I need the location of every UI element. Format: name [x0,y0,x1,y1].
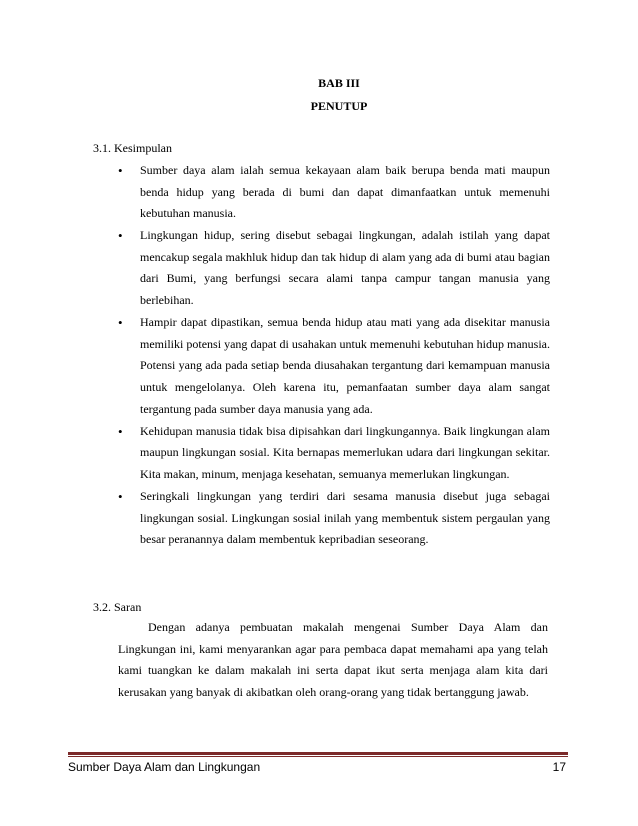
chapter-title-text: PENUTUP [310,99,368,113]
chapter-title [0,99,638,114]
suggestion-paragraph: Dengan adanya pembuatan makalah mengenai Sumber Daya Alam dan Lingkungan ini, kami menyarankan agar para pembaca dapat memahami apa yang telah kami tuangkan ke dalam makalah ini serta dapat ikut serta menjaga alam kita dari kerusakan yang banyak di akibatkan oleh orang-orang yang tidak bertanggung jawab. [118,620,548,699]
chapter-number [0,76,638,91]
list-item: • Sumber daya alam ialah semua kekayaan alam baik berupa benda mati maupun benda hidup yang berada di bumi dan dapat dimanfaatkan untuk memenuhi kebutuhan manusia. [118,160,550,225]
list-item: • Kehidupan manusia tidak bisa dipisahkan dari lingkungannya. Baik lingkungan alam maupun lingkungan sosial. Kita bernapas memerlukan udara dari lingkungan sekitar. Kita makan, minum, menjaga kesehatan, semuanya memerlukan lingkungan. [118,421,550,486]
list-item: • Seringkali lingkungan yang terdiri dari sesama manusia disebut juga sebagai lingkungan sosial. Lingkungan sosial inilah yang membentuk sistem pergaulan yang besar peranannya dalam membentuk kepribadian seseorang. [118,486,550,551]
chapter-number-text: BAB III [318,76,360,90]
footer-title: Sumber Daya Alam dan Lingkungan [68,760,261,774]
list-item: • Lingkungan hidup, sering disebut sebagai lingkungan, adalah istilah yang dapat mencakup segala makhluk hidup dan tak hidup di alam yang ada di bumi atau bagian dari Bumi, yang berfungsi secara alami tanpa campur tangan manusia yang berlebihan. [118,225,550,311]
section-heading-kesimpulan: 3.1. Kesimpulan [93,141,172,155]
section-heading-saran: 3.2. Saran [93,600,142,614]
conclusion-list [118,160,550,551]
footer-page-number: 17 [552,760,566,774]
footer-rule-thin [68,756,568,757]
footer-rule-thick [68,752,568,755]
list-item: • Hampir dapat dipastikan, semua benda hidup atau mati yang ada disekitar manusia memiliki potensi yang dapat di usahakan untuk memenuhi kebutuhan hidup manusia. Potensi yang ada pada setiap benda diusahakan tergantung dari kemampuan manusia untuk mengelolanya. Oleh karena itu, pemanfaatan sumber daya alam sangat tergantung pada sumber daya manusia yang ada. [118,312,550,420]
